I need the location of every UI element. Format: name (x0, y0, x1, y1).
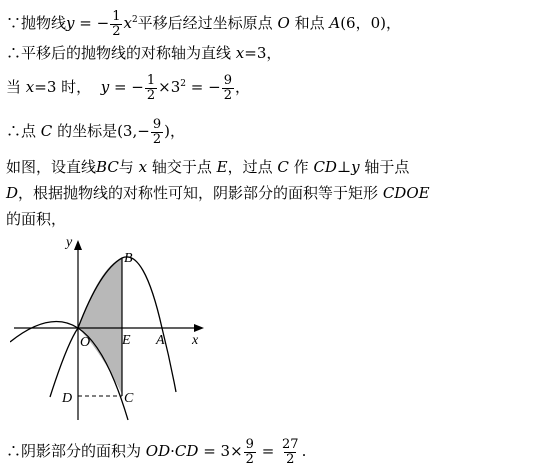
l8-frac-1 (244, 438, 256, 466)
l5-CD: CD (313, 158, 337, 176)
l3-when: 当 (6, 78, 22, 97)
l8-eq: = 3× (198, 442, 243, 461)
l1-text: 平移后经过坐标原点 (137, 14, 273, 33)
l3-sup: 2 (180, 79, 187, 90)
l4-fraction (151, 118, 163, 146)
l4-text2: 的坐标是 (57, 122, 118, 141)
l5-perp: ⊥ (336, 158, 352, 176)
l3-y: y (100, 78, 110, 97)
l3-frac2-num: 9 (223, 73, 232, 88)
x-axis-arrow-icon (194, 324, 204, 332)
l4-text: ∴点 (6, 122, 37, 141)
l5-x: x (138, 158, 148, 176)
line-4 (6, 118, 185, 146)
l3-x: x (25, 78, 35, 97)
l3-mul: ×3 (158, 78, 181, 97)
line-7 (6, 212, 66, 227)
l8-frac2-den: 2 (286, 451, 295, 467)
l3-eq3: =3 时， (34, 78, 92, 97)
l8-frac-2 (280, 438, 301, 466)
l6-D: D (6, 184, 19, 202)
l4-open: (3, (117, 122, 138, 141)
parabola-figure (10, 232, 210, 422)
l2-text: ∴平移后的抛物线的对称轴为直线 (6, 44, 232, 62)
l5-t6: 轴于点 (364, 158, 410, 176)
l8-frac2-num: 27 (282, 437, 299, 452)
shaded-region (78, 258, 122, 394)
label-C: C (124, 391, 134, 406)
line-2 (6, 46, 281, 61)
line-1 (6, 10, 401, 38)
l6-CDOE: CDOE (382, 184, 430, 202)
label-B: B (124, 251, 133, 266)
l1-fraction (110, 10, 122, 38)
l1-because: ∵抛物线 (6, 14, 67, 33)
l4-C: C (40, 122, 53, 141)
l8-frac1-den: 2 (245, 451, 254, 467)
l4-frac-num: 9 (152, 117, 162, 132)
l1-frac-num: 1 (112, 9, 121, 24)
l1-O: O (277, 14, 290, 33)
label-x: x (192, 333, 199, 348)
l3-eq: = − (109, 78, 144, 97)
line-6 (6, 186, 430, 201)
l6-t1: ，根据抛物线的对称性可知，阴影部分的面积等于矩形 (18, 184, 379, 202)
l3-frac-1 (145, 74, 157, 102)
l5-t1: 如图，设直线 (6, 158, 97, 176)
l8-OD: OD (145, 442, 171, 461)
l7-text: 的面积， (6, 210, 67, 228)
l5-t5: 作 (293, 158, 309, 176)
l3-end: ， (234, 78, 250, 97)
l5-t2: 与 (118, 158, 134, 176)
l5-t3: 轴交于点 (151, 158, 212, 176)
label-E: E (122, 333, 131, 348)
l4-minus: − (137, 122, 150, 141)
l8-text: ∴阴影部分的面积为 (6, 442, 142, 461)
l2-x: x (235, 44, 245, 62)
l1-sup: 2 (131, 15, 138, 26)
line-5 (6, 160, 409, 175)
l8-frac1-num: 9 (245, 437, 254, 452)
l8-CD: CD (174, 442, 199, 461)
label-O: O (80, 335, 91, 350)
l1-y: y (66, 14, 75, 33)
label-y: y (66, 235, 73, 250)
l5-BC: BC (96, 158, 119, 176)
l3-frac2-den: 2 (223, 87, 232, 103)
l8-end: . (301, 442, 307, 461)
l1-eq: = − (74, 14, 110, 33)
l5-E: E (216, 158, 228, 176)
line-3 (6, 74, 250, 102)
l5-C: C (277, 158, 289, 176)
l1-x: x (123, 14, 132, 33)
y-axis-arrow-icon (74, 240, 82, 250)
l1-A: A (329, 14, 341, 33)
l5-t4: ，过点 (227, 158, 273, 176)
label-A: A (156, 333, 165, 348)
l8-eq2: = (256, 442, 280, 461)
l8-dot: · (170, 442, 175, 461)
l5-y: y (351, 158, 360, 176)
l4-close: )， (164, 122, 185, 141)
l1-frac-den: 2 (112, 23, 121, 39)
l3-eq2: = − (186, 78, 221, 97)
l2-val: =3， (244, 44, 282, 62)
label-D: D (62, 391, 73, 406)
l1-coords: (6，0)， (340, 14, 401, 33)
l4-frac-den: 2 (152, 131, 162, 147)
l3-frac1-den: 2 (146, 87, 156, 103)
l1-and: 和点 (294, 14, 325, 33)
l3-frac-2 (222, 74, 234, 102)
line-8 (6, 438, 306, 466)
l3-frac1-num: 1 (146, 73, 156, 88)
